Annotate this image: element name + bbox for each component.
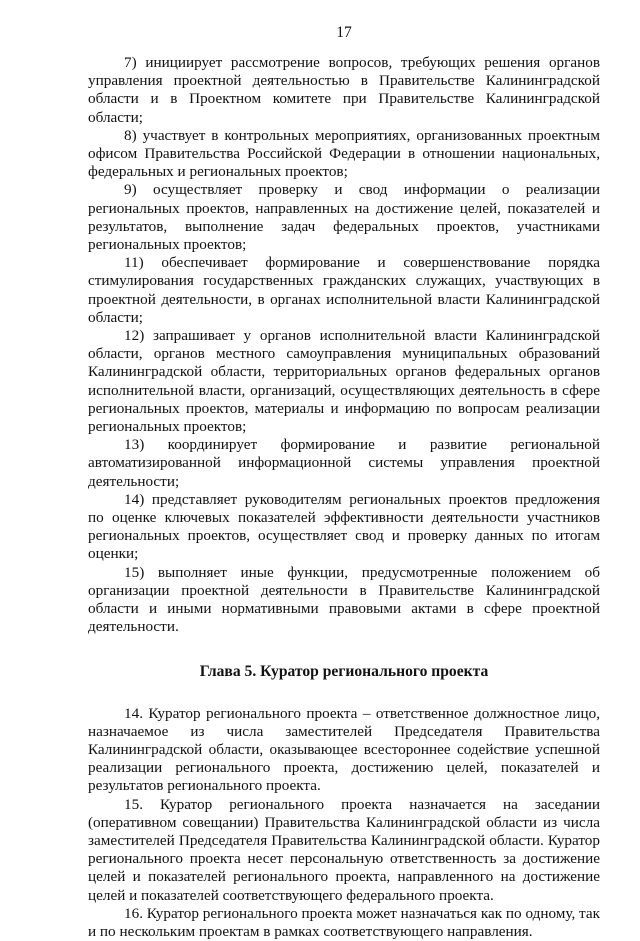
list-item: 9) осуществляет проверку и свод информации о реализации региональных проектов, направленных на достижение целей, показателей и результатов, выполнение задач федеральных проектов, участниками региональных проектов; <box>88 181 600 254</box>
list-item: 13) координирует формирование и развитие региональной автоматизированной информационной системы управления проектной деятельности; <box>88 436 600 491</box>
list-item: 12) запрашивает у органов исполнительной власти Калининградской области, органов местного самоуправления муниципальных образований Калининградской области, территориальных органов федеральных органов исполнительной власти, организаций, осуществляющих деятельность в сфере региональных проектов, материалы и информацию по вопросам реализации региональных проектов; <box>88 327 600 436</box>
list-item: 15) выполняет иные функции, предусмотренные положением об организации проектной деятельности в Правительстве Калининградской области и иными нормативными правовыми актами в сфере проектной деятельности. <box>88 564 600 637</box>
document-page <box>88 24 600 941</box>
page-number: 17 <box>88 24 600 42</box>
list-item: 11) обеспечивает формирование и совершенствование порядка стимулирования государственных гражданских служащих, участвующих в проектной деятельности, в органах исполнительной власти Калининградской области; <box>88 254 600 327</box>
chapter-body <box>88 705 600 941</box>
chapter-heading: Глава 5. Куратор регионального проекта <box>88 663 600 681</box>
clause-paragraph: 14. Куратор регионального проекта – ответственное должностное лицо, назначаемое из числа заместителей Председателя Правительства Калининградской области, оказывающее всестороннее содействие успешной реализации регионального проекта, достижению целей, показателей и результатов регионального проекта. <box>88 705 600 796</box>
functions-list <box>88 54 600 637</box>
list-item: 14) представляет руководителям региональных проектов предложения по оценке ключевых показателей эффективности деятельности участников региональных проектов, осуществляет свод и проверку данных по итогам оценки; <box>88 491 600 564</box>
list-item: 7) инициирует рассмотрение вопросов, требующих решения органов управления проектной деятельностью в Правительстве Калининградской области и в Проектном комитете при Правительстве Калининградской области; <box>88 54 600 127</box>
list-item: 8) участвует в контрольных мероприятиях, организованных проектным офисом Правительства Российской Федерации в отношении национальных, федеральных и региональных проектов; <box>88 127 600 182</box>
clause-paragraph: 16. Куратор регионального проекта может назначаться как по одному, так и по нескольким проектам в рамках соответствующего направления. <box>88 905 600 941</box>
clause-paragraph: 15. Куратор регионального проекта назначается на заседании (оперативном совещании) Правительства Калининградской области из числа заместителей Председателя Правительства Калининградской области. Куратор регионального проекта несет персональную ответственность за достижение целей и показателей регионального проекта, направленного на достижение целей и показателей соответствующего федерального проекта. <box>88 796 600 905</box>
